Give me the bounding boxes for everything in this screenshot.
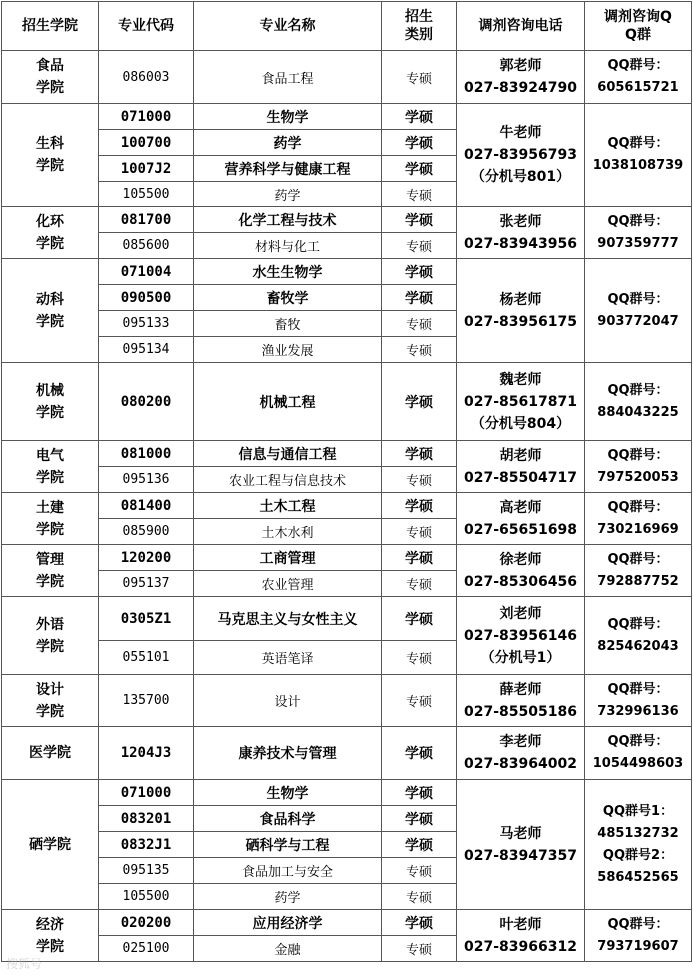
college-cell [2,727,99,780]
major-code: 081400 [99,493,194,519]
major-name: 工商管理 [194,545,382,571]
major-code: 071000 [99,780,194,806]
college-cell [2,780,99,910]
qq-cell [585,780,692,910]
college-name: 设计学院 [36,681,64,720]
college-name: 土建学院 [36,499,64,538]
contact-teacher: 牛老师 [499,125,542,141]
contact-phone: 027-85505186 [464,703,577,720]
qq-number: 732996136 [597,703,679,719]
college-cell [2,910,99,962]
major-code: 135700 [99,675,194,727]
enroll-type: 学硕 [382,545,457,571]
table-row [2,441,692,467]
contact-cell [457,207,585,259]
qq-number: 825462043 [597,638,679,654]
contact-teacher: 刘老师 [499,605,542,622]
college-cell [2,259,99,363]
major-code: 081700 [99,207,194,233]
major-name: 材料与化工 [194,233,382,259]
contact-phone: 027-85617871 [464,393,577,410]
major-name: 食品加工与安全 [194,858,382,884]
qq-label: QQ群号： [607,499,669,515]
major-code: 100700 [99,130,194,156]
college-name: 外语学院 [36,616,64,655]
enroll-type: 专硕 [382,571,457,597]
qq-number: 730216969 [597,521,679,537]
enroll-type: 专硕 [382,311,457,337]
major-name: 应用经济学 [194,910,382,936]
contact-teacher: 高老师 [499,499,542,516]
table-row [2,727,692,780]
major-code: 025100 [99,936,194,962]
major-code: 090500 [99,285,194,311]
qq-cell [585,493,692,545]
major-code: 095136 [99,467,194,493]
major-name: 康养技术与管理 [194,727,382,780]
enroll-type: 专硕 [382,641,457,675]
header-college: 招生学院 [2,2,99,51]
major-name: 马克思主义与女性主义 [194,597,382,641]
enroll-type: 学硕 [382,493,457,519]
major-name: 英语笔译 [194,641,382,675]
contact-cell [457,363,585,441]
table-row [2,51,692,104]
major-code: 080200 [99,363,194,441]
watermark: 搜狐号 [6,957,43,971]
qq-label: QQ群号1： [602,803,674,819]
contact-cell [457,51,585,104]
qq-label: QQ群号： [607,291,669,307]
major-code: 0832J1 [99,832,194,858]
major-code: 085900 [99,519,194,545]
qq-cell [585,259,692,363]
contact-phone: 027-85504717 [464,469,577,486]
contact-teacher: 胡老师 [499,447,542,464]
contact-phone: 027-83956175 [464,313,577,330]
major-code: 095137 [99,571,194,597]
major-code: 086003 [99,51,194,104]
major-code: 105500 [99,182,194,207]
college-name: 医学院 [29,745,71,761]
header-type [382,2,457,51]
contact-cell [457,493,585,545]
table-body [2,51,692,962]
qq-label: QQ群号： [607,382,669,398]
contact-phone: 027-83943956 [464,235,577,252]
table-row [2,597,692,641]
contact-teacher: 杨老师 [499,291,542,308]
major-code: 055101 [99,641,194,675]
contact-phone: 027-83924790 [464,80,577,96]
contact-cell [457,259,585,363]
contact-phone: 027-65651698 [464,521,577,538]
qq-label: QQ群号： [607,58,669,73]
enroll-type: 专硕 [382,51,457,104]
table-row [2,910,692,936]
major-name: 药学 [194,182,382,207]
qq-number: 1038108739 [592,158,684,173]
table-row [2,675,692,727]
contact-teacher: 李老师 [499,734,542,750]
enroll-type: 学硕 [382,259,457,285]
contact-extension: （分机号801） [470,169,571,185]
enroll-type: 学硕 [382,780,457,806]
qq-label: QQ群号： [607,681,669,697]
table-row [2,363,692,441]
qq-cell [585,597,692,675]
contact-teacher: 张老师 [499,213,542,230]
college-cell [2,675,99,727]
qq-label: QQ群号： [607,213,669,229]
contact-cell [457,441,585,493]
contact-teacher: 马老师 [499,825,542,842]
enroll-type: 专硕 [382,675,457,727]
major-code: 105500 [99,884,194,910]
enroll-type: 专硕 [382,858,457,884]
qq-number: 884043225 [597,404,679,420]
major-code: 0305Z1 [99,597,194,641]
college-cell [2,104,99,207]
contact-cell [457,675,585,727]
contact-extension: （分机号804） [470,415,571,432]
major-name: 渔业发展 [194,337,382,363]
enroll-type: 专硕 [382,467,457,493]
enroll-type: 学硕 [382,806,457,832]
college-name: 化环学院 [36,213,64,252]
enroll-type: 学硕 [382,363,457,441]
enroll-type: 学硕 [382,832,457,858]
major-name: 土木工程 [194,493,382,519]
college-cell [2,597,99,675]
qq-cell [585,51,692,104]
header-type-text: 招生类别 [405,9,433,43]
enroll-type: 学硕 [382,727,457,780]
qq-label: QQ群号： [607,734,669,749]
qq-cell [585,363,692,441]
enroll-type: 专硕 [382,519,457,545]
table-row [2,104,692,130]
qq-number: 1054498603 [592,756,684,771]
qq-cell [585,441,692,493]
major-code: 081000 [99,441,194,467]
qq-cell [585,675,692,727]
qq-cell [585,104,692,207]
college-cell [2,441,99,493]
qq-cell [585,207,692,259]
college-name: 经济学院 [36,916,64,955]
major-name: 信息与通信工程 [194,441,382,467]
major-name: 药学 [194,130,382,156]
major-code: 095133 [99,311,194,337]
major-name: 生物学 [194,780,382,806]
major-name: 土木水利 [194,519,382,545]
contact-cell [457,104,585,207]
contact-teacher: 薛老师 [499,681,542,698]
enroll-type: 专硕 [382,233,457,259]
header-qq [585,2,692,51]
major-name: 食品科学 [194,806,382,832]
contact-phone: 027-85306456 [464,573,577,590]
table-row [2,780,692,806]
college-name: 机械学院 [36,382,64,421]
major-name: 硒科学与工程 [194,832,382,858]
major-code: 1007J2 [99,156,194,182]
college-name: 电气学院 [36,447,64,486]
header-name: 专业名称 [194,2,382,51]
college-name: 食品学院 [36,58,64,96]
major-name: 农业工程与信息技术 [194,467,382,493]
major-name: 化学工程与技术 [194,207,382,233]
header-code: 专业代码 [99,2,194,51]
contact-teacher: 徐老师 [499,551,542,568]
contact-cell [457,727,585,780]
contact-cell [457,597,585,675]
enroll-type: 专硕 [382,884,457,910]
qq-number: 792887752 [597,573,679,589]
enroll-type: 学硕 [382,104,457,130]
enroll-type: 学硕 [382,207,457,233]
qq-label: QQ群号： [607,616,669,632]
major-code: 071000 [99,104,194,130]
enroll-type: 学硕 [382,156,457,182]
major-name: 水生生物学 [194,259,382,285]
contact-extension: （分机号1） [480,649,561,666]
enroll-type: 学硕 [382,597,457,641]
header-row [2,2,692,51]
major-code: 071004 [99,259,194,285]
major-code: 095134 [99,337,194,363]
contact-phone: 027-83947357 [464,847,577,864]
qq-number: 485132732 [597,825,679,841]
qq-cell [585,545,692,597]
qq-label: QQ群号： [607,916,669,932]
contact-teacher: 魏老师 [499,371,542,388]
contact-cell [457,780,585,910]
contact-phone: 027-83964002 [464,756,577,772]
college-name: 硒学院 [29,836,71,853]
major-name: 设计 [194,675,382,727]
qq-cell [585,727,692,780]
major-name: 营养科学与健康工程 [194,156,382,182]
contact-phone: 027-83966312 [464,938,577,955]
table-row [2,493,692,519]
enroll-type: 学硕 [382,285,457,311]
qq-label: QQ群号： [607,551,669,567]
qq-label: QQ群号： [607,136,669,151]
major-code: 085600 [99,233,194,259]
enroll-type: 专硕 [382,337,457,363]
contact-teacher: 郭老师 [499,58,542,74]
college-cell [2,545,99,597]
enroll-type: 专硕 [382,182,457,207]
contact-phone: 027-83956146 [464,627,577,644]
qq-cell [585,910,692,962]
contact-cell [457,910,585,962]
header-phone: 调剂咨询电话 [457,2,585,51]
major-name: 食品工程 [194,51,382,104]
qq-number: 907359777 [597,235,679,251]
college-cell [2,207,99,259]
enroll-type: 学硕 [382,441,457,467]
major-name: 畜牧学 [194,285,382,311]
qq-label: QQ群号： [607,447,669,463]
major-name: 畜牧 [194,311,382,337]
major-code: 083201 [99,806,194,832]
college-cell [2,493,99,545]
major-code: 120200 [99,545,194,571]
qq-number: 797520053 [597,469,679,485]
contact-phone: 027-83956793 [464,147,577,163]
major-code: 095135 [99,858,194,884]
college-cell [2,51,99,104]
qq-number: 605615721 [597,80,679,95]
college-name: 生科学院 [36,136,64,174]
major-name: 药学 [194,884,382,910]
table-row [2,545,692,571]
header-qq-text: 调剂咨询QQ群 [604,9,672,43]
contact-cell [457,545,585,597]
table-row [2,259,692,285]
qq-number: 903772047 [597,313,679,329]
enroll-type: 学硕 [382,130,457,156]
enroll-type: 专硕 [382,936,457,962]
major-code: 1204J3 [99,727,194,780]
major-name: 机械工程 [194,363,382,441]
major-name: 生物学 [194,104,382,130]
college-name: 动科学院 [36,291,64,330]
contact-teacher: 叶老师 [499,916,542,933]
major-code: 020200 [99,910,194,936]
qq-number: 793719607 [597,938,679,954]
major-name: 金融 [194,936,382,962]
college-cell [2,363,99,441]
qq-number: 586452565 [597,869,679,885]
major-name: 农业管理 [194,571,382,597]
qq-label: QQ群号2： [602,847,674,863]
enroll-type: 学硕 [382,910,457,936]
college-name: 管理学院 [36,551,64,590]
adjustment-table [1,1,692,962]
table-row [2,207,692,233]
